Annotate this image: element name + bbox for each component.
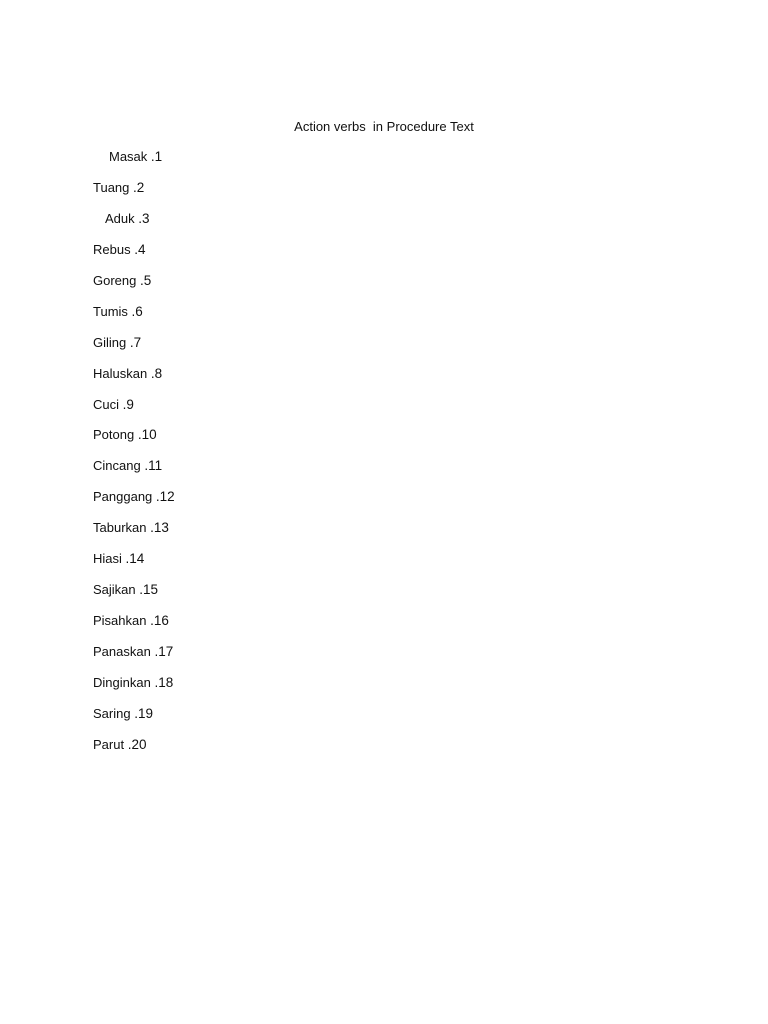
list-item <box>93 148 175 179</box>
item-number: .14 <box>125 551 145 567</box>
verb-word: Cincang <box>93 458 141 474</box>
item-number: .16 <box>150 613 169 629</box>
verb-word: Taburkan <box>93 520 147 536</box>
verb-word: Masak <box>109 149 148 164</box>
verb-word: Tuang <box>93 179 130 195</box>
item-number: .8 <box>150 365 163 381</box>
verb-word: Panaskan <box>93 644 151 659</box>
list-item <box>93 457 175 488</box>
list-item <box>93 365 175 396</box>
item-number: .11 <box>144 458 163 474</box>
item-number: .18 <box>154 674 174 690</box>
verb-word: Potong <box>93 427 135 443</box>
item-number: .13 <box>150 520 169 536</box>
verb-word: Goreng <box>93 272 137 288</box>
item-number: .7 <box>129 334 142 350</box>
list-item <box>93 210 175 241</box>
item-number: .17 <box>154 644 174 659</box>
action-verb-list <box>93 148 175 767</box>
list-item <box>93 334 175 365</box>
list-item <box>93 643 175 674</box>
verb-word: Sajikan <box>93 582 136 598</box>
verb-word: Cuci <box>93 396 120 412</box>
item-number: .15 <box>139 582 159 598</box>
list-item <box>93 241 175 272</box>
item-number: .1 <box>150 149 163 164</box>
verb-word: Aduk <box>105 210 135 226</box>
verb-word: Panggang <box>93 489 153 505</box>
list-item <box>93 550 175 581</box>
item-number: .2 <box>133 179 145 195</box>
item-number: .6 <box>131 303 143 319</box>
verb-word: Rebus <box>93 241 131 257</box>
list-item <box>93 674 175 705</box>
list-item <box>93 426 175 457</box>
list-item <box>93 396 175 427</box>
item-number: .12 <box>155 489 175 505</box>
list-item <box>93 736 175 767</box>
document-title: Action verbs in Procedure Text <box>294 119 474 134</box>
item-number: .9 <box>122 396 134 412</box>
list-item <box>93 705 175 736</box>
verb-word: Tumis <box>93 303 128 319</box>
verb-word: Parut <box>93 736 125 752</box>
item-number: .10 <box>137 427 157 443</box>
item-number: .20 <box>127 736 147 752</box>
list-item <box>93 179 175 210</box>
verb-word: Dinginkan <box>93 674 151 690</box>
list-item <box>93 519 175 550</box>
verb-word: Pisahkan <box>93 613 147 629</box>
verb-word: Hiasi <box>93 551 122 567</box>
list-item <box>93 612 175 643</box>
list-item <box>93 303 175 334</box>
list-item <box>93 581 175 612</box>
item-number: .4 <box>134 241 146 257</box>
item-number: .19 <box>134 705 153 721</box>
item-number: .5 <box>140 272 152 288</box>
verb-word: Haluskan <box>93 365 148 381</box>
verb-word: Giling <box>93 334 127 350</box>
list-item <box>93 488 175 519</box>
list-item <box>93 272 175 303</box>
item-number: .3 <box>138 210 150 226</box>
verb-word: Saring <box>93 705 131 721</box>
